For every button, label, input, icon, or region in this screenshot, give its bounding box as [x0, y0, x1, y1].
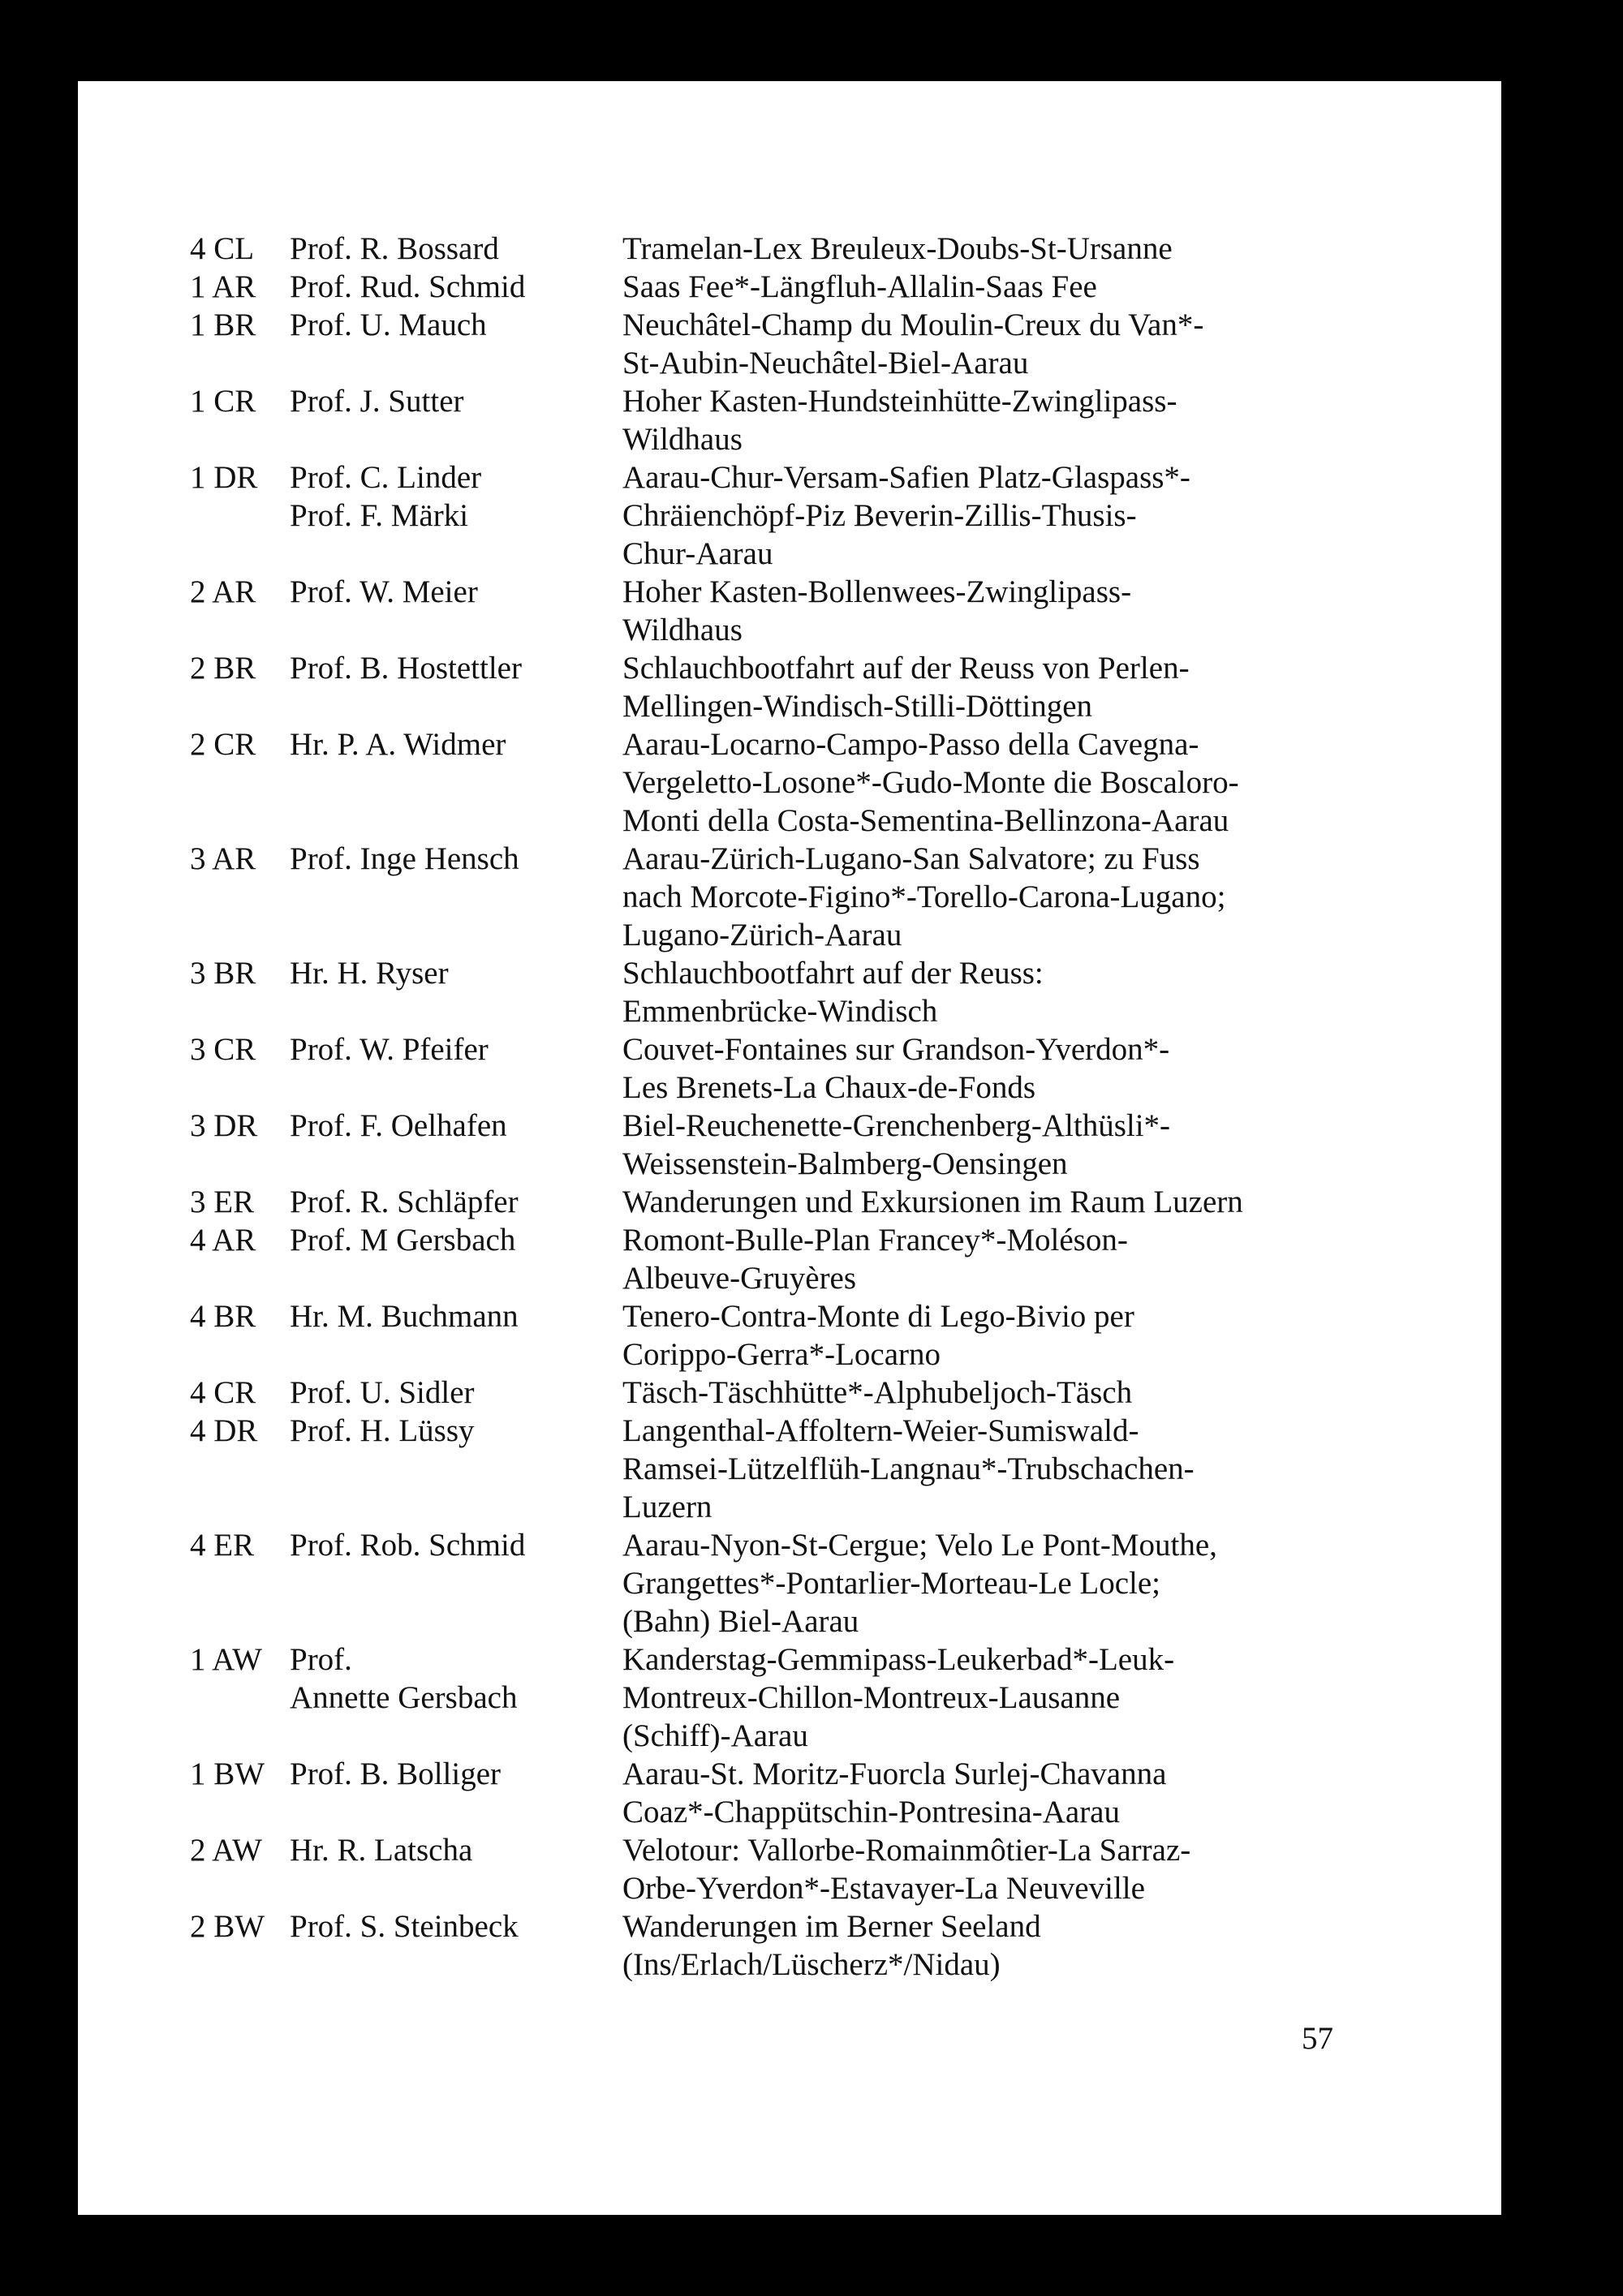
- route-line: Aarau-Nyon-St-Cergue; Velo Le Pont-Mouthe,: [622, 1528, 1217, 1563]
- route-description: [622, 1221, 1456, 1297]
- route-description: [622, 268, 1456, 306]
- excursion-entry: [190, 1755, 1456, 1831]
- teacher-name: [290, 1831, 622, 1907]
- route-line: Aarau-St. Moritz-Fuorcla Surlej-Chavanna: [622, 1756, 1167, 1791]
- route-line: Romont-Bulle-Plan Francey*-Moléson-: [622, 1223, 1128, 1258]
- excursion-entry: [190, 954, 1456, 1030]
- excursion-entry: [190, 1030, 1456, 1107]
- teacher-name: [290, 1183, 622, 1221]
- teacher-line: Annette Gersbach: [290, 1680, 518, 1715]
- teacher-line: Prof.: [290, 1642, 352, 1677]
- route-line: (Ins/Erlach/Lüscherz*/Nidau): [622, 1947, 1001, 1982]
- teacher-name: [290, 1221, 622, 1297]
- route-description: [622, 1107, 1456, 1183]
- route-line: Aarau-Chur-Versam-Safien Platz-Glaspass*-: [622, 460, 1190, 495]
- teacher-name: [290, 954, 622, 1030]
- excursion-entry: [190, 1412, 1456, 1526]
- route-description: [622, 1374, 1456, 1412]
- excursion-entry: [190, 1374, 1456, 1412]
- teacher-line: Prof. S. Steinbeck: [290, 1909, 519, 1944]
- teacher-name: [290, 1640, 622, 1755]
- excursion-entry: [190, 306, 1456, 382]
- route-line: Langenthal-Affoltern-Weier-Sumiswald-: [622, 1413, 1139, 1448]
- route-line: (Bahn) Biel-Aarau: [622, 1604, 859, 1639]
- route-description: [622, 458, 1456, 573]
- route-description: [622, 230, 1456, 268]
- teacher-name: [290, 1907, 622, 1984]
- excursion-entry: [190, 230, 1456, 268]
- route-line: Les Brenets-La Chaux-de-Fonds: [622, 1070, 1036, 1105]
- route-line: Lugano-Zürich-Aarau: [622, 918, 902, 952]
- route-line: Neuchâtel-Champ du Moulin-Creux du Van*-: [622, 307, 1204, 342]
- route-line: Hoher Kasten-Hundsteinhütte-Zwinglipass-: [622, 384, 1177, 419]
- class-code: 1 BR: [190, 307, 256, 342]
- route-description: [622, 725, 1456, 840]
- route-line: Aarau-Zürich-Lugano-San Salvatore; zu Fuss: [622, 841, 1200, 876]
- route-line: Wildhaus: [622, 422, 743, 457]
- route-line: Coaz*-Chappütschin-Pontresina-Aarau: [622, 1795, 1120, 1829]
- route-description: [622, 1412, 1456, 1526]
- excursion-entry: [190, 1640, 1456, 1755]
- route-description: [622, 1755, 1456, 1831]
- teacher-line: Prof. U. Sidler: [290, 1375, 475, 1410]
- excursion-entry: [190, 1183, 1456, 1221]
- route-line: Couvet-Fontaines sur Grandson-Yverdon*-: [622, 1032, 1170, 1067]
- route-line: Emmenbrücke-Windisch: [622, 994, 938, 1029]
- excursion-entry: [190, 840, 1456, 954]
- class-code: 2 CR: [190, 727, 256, 762]
- route-line: Chur-Aarau: [622, 536, 773, 571]
- teacher-name: [290, 1030, 622, 1107]
- teacher-line: Prof. J. Sutter: [290, 384, 464, 419]
- class-code: 2 AW: [190, 1833, 262, 1868]
- route-line: Mellingen-Windisch-Stilli-Döttingen: [622, 689, 1093, 724]
- excursion-entry: [190, 1907, 1456, 1984]
- route-line: Velotour: Vallorbe-Romainmôtier-La Sarraz-: [622, 1833, 1191, 1868]
- class-code: 4 DR: [190, 1413, 258, 1448]
- teacher-line: Hr. H. Ryser: [290, 956, 449, 991]
- teacher-line: Prof. C. Linder: [290, 460, 482, 495]
- excursion-entry: [190, 1297, 1456, 1374]
- class-code: 2 AR: [190, 574, 256, 609]
- teacher-name: [290, 1526, 622, 1640]
- route-description: [622, 1831, 1456, 1907]
- page-number: 57: [1302, 2021, 1333, 2056]
- route-line: Aarau-Locarno-Campo-Passo della Cavegna-: [622, 727, 1199, 762]
- route-line: Schlauchbootfahrt auf der Reuss:: [622, 956, 1044, 991]
- route-line: St-Aubin-Neuchâtel-Biel-Aarau: [622, 346, 1029, 381]
- route-description: [622, 649, 1456, 725]
- route-description: [622, 573, 1456, 649]
- teacher-line: Hr. M. Buchmann: [290, 1299, 519, 1334]
- excursion-entry: [190, 725, 1456, 840]
- route-line: nach Morcote-Figino*-Torello-Carona-Lugano;: [622, 879, 1226, 914]
- class-code: 1 BW: [190, 1756, 265, 1791]
- route-line: Wildhaus: [622, 613, 743, 647]
- route-line: Luzern: [622, 1490, 712, 1524]
- route-line: Weissenstein-Balmberg-Oensingen: [622, 1146, 1068, 1181]
- teacher-line: Prof. B. Bolliger: [290, 1756, 501, 1791]
- class-code: 4 CR: [190, 1375, 256, 1410]
- route-description: [622, 382, 1456, 458]
- teacher-name: [290, 458, 622, 573]
- route-line: Monti della Costa-Sementina-Bellinzona-Aarau: [622, 803, 1229, 838]
- excursion-entry: [190, 1107, 1456, 1183]
- teacher-line: Prof. R. Bossard: [290, 231, 499, 266]
- teacher-name: [290, 725, 622, 840]
- teacher-name: [290, 1297, 622, 1374]
- route-description: [622, 1030, 1456, 1107]
- teacher-line: Prof. U. Mauch: [290, 307, 487, 342]
- teacher-line: Prof. F. Oelhafen: [290, 1108, 507, 1143]
- class-code: 3 CR: [190, 1032, 256, 1067]
- route-description: [622, 1183, 1456, 1221]
- route-line: Täsch-Täschhütte*-Alphubeljoch-Täsch: [622, 1375, 1133, 1410]
- class-code: 2 BW: [190, 1909, 265, 1944]
- class-code: 1 DR: [190, 460, 258, 495]
- teacher-line: Prof. W. Pfeifer: [290, 1032, 489, 1067]
- teacher-line: Hr. P. A. Widmer: [290, 727, 506, 762]
- teacher-name: [290, 230, 622, 268]
- route-line: Chräienchöpf-Piz Beverin-Zillis-Thusis-: [622, 498, 1137, 533]
- route-line: Montreux-Chillon-Montreux-Lausanne: [622, 1680, 1121, 1715]
- teacher-line: Prof. W. Meier: [290, 574, 478, 609]
- excursion-entry: [190, 382, 1456, 458]
- excursion-entry: [190, 1526, 1456, 1640]
- route-line: Kanderstag-Gemmipass-Leukerbad*-Leuk-: [622, 1642, 1175, 1677]
- route-description: [622, 1297, 1456, 1374]
- teacher-name: [290, 840, 622, 954]
- teacher-line: Prof. R. Schläpfer: [290, 1185, 519, 1219]
- teacher-name: [290, 573, 622, 649]
- teacher-name: [290, 268, 622, 306]
- route-description: [622, 840, 1456, 954]
- route-line: (Schiff)-Aarau: [622, 1718, 808, 1753]
- teacher-name: [290, 306, 622, 382]
- route-line: Saas Fee*-Längfluh-Allalin-Saas Fee: [622, 269, 1097, 304]
- teacher-name: [290, 1755, 622, 1831]
- teacher-line: Prof. M Gersbach: [290, 1223, 516, 1258]
- document-page: [78, 81, 1501, 2215]
- class-code: 4 CL: [190, 231, 255, 266]
- class-code: 4 AR: [190, 1223, 256, 1258]
- route-description: [622, 1526, 1456, 1640]
- teacher-name: [290, 382, 622, 458]
- class-code: 4 ER: [190, 1528, 255, 1563]
- teacher-line: Prof. Rob. Schmid: [290, 1528, 526, 1563]
- class-code: 1 AR: [190, 269, 256, 304]
- teacher-line: Prof. B. Hostettler: [290, 651, 522, 686]
- excursion-entry: [190, 649, 1456, 725]
- excursion-entry: [190, 1221, 1456, 1297]
- teacher-line: Prof. Inge Hensch: [290, 841, 519, 876]
- route-line: Ramsei-Lützelflüh-Langnau*-Trubschachen-: [622, 1451, 1195, 1486]
- excursion-list: [190, 230, 1456, 1984]
- route-line: Biel-Reuchenette-Grenchenberg-Althüsli*-: [622, 1108, 1171, 1143]
- route-line: Orbe-Yverdon*-Estavayer-La Neuveville: [622, 1871, 1145, 1906]
- teacher-name: [290, 1374, 622, 1412]
- route-line: Albeuve-Gruyères: [622, 1261, 857, 1296]
- class-code: 2 BR: [190, 651, 256, 686]
- route-line: Grangettes*-Pontarlier-Morteau-Le Locle;: [622, 1566, 1161, 1601]
- route-line: Corippo-Gerra*-Locarno: [622, 1337, 941, 1372]
- excursion-entry: [190, 268, 1456, 306]
- class-code: 3 ER: [190, 1185, 255, 1219]
- excursion-entry: [190, 1831, 1456, 1907]
- class-code: 3 BR: [190, 956, 256, 991]
- excursion-entry: [190, 458, 1456, 573]
- class-code: 1 AW: [190, 1642, 262, 1677]
- excursion-entry: [190, 573, 1456, 649]
- teacher-line: Prof. H. Lüssy: [290, 1413, 475, 1448]
- route-line: Tenero-Contra-Monte di Lego-Bivio per: [622, 1299, 1134, 1334]
- teacher-line: Prof. F. Märki: [290, 498, 469, 533]
- class-code: 3 AR: [190, 841, 256, 876]
- teacher-name: [290, 1412, 622, 1526]
- route-description: [622, 1640, 1456, 1755]
- route-line: Wanderungen im Berner Seeland: [622, 1909, 1041, 1944]
- route-line: Hoher Kasten-Bollenwees-Zwinglipass-: [622, 574, 1132, 609]
- route-line: Wanderungen und Exkursionen im Raum Luzern: [622, 1185, 1243, 1219]
- teacher-name: [290, 649, 622, 725]
- route-line: Schlauchbootfahrt auf der Reuss von Perlen-: [622, 651, 1190, 686]
- route-description: [622, 306, 1456, 382]
- route-description: [622, 954, 1456, 1030]
- teacher-line: Prof. Rud. Schmid: [290, 269, 526, 304]
- teacher-name: [290, 1107, 622, 1183]
- route-line: Vergeletto-Losone*-Gudo-Monte die Boscaloro-: [622, 765, 1239, 800]
- class-code: 1 CR: [190, 384, 256, 419]
- class-code: 4 BR: [190, 1299, 256, 1334]
- route-description: [622, 1907, 1456, 1984]
- class-code: 3 DR: [190, 1108, 258, 1143]
- route-line: Tramelan-Lex Breuleux-Doubs-St-Ursanne: [622, 231, 1173, 266]
- teacher-line: Hr. R. Latscha: [290, 1833, 473, 1868]
